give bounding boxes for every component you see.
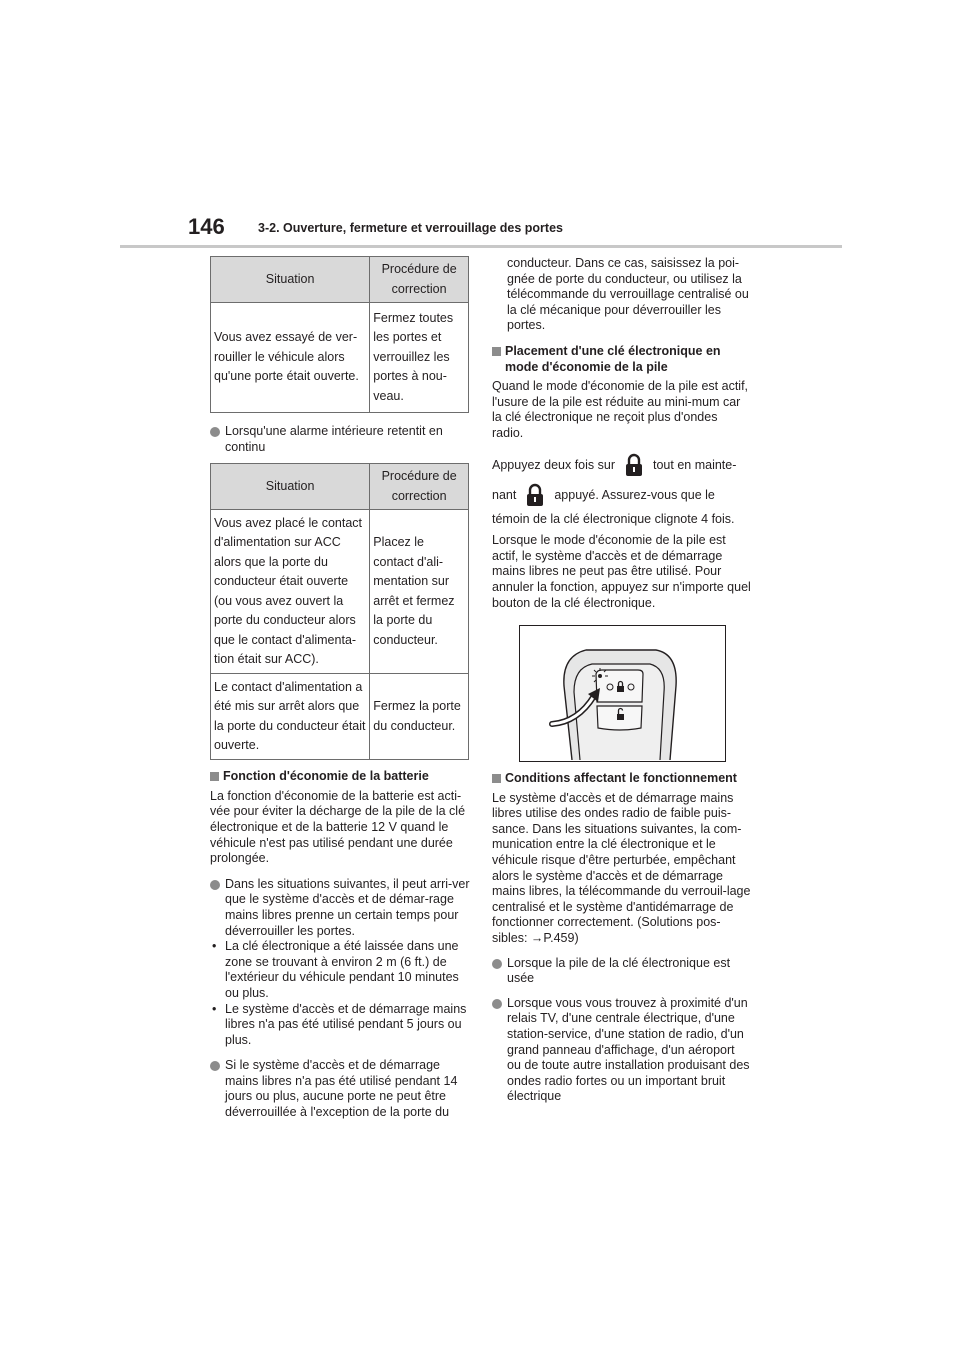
bullet-battery-used-text: Lorsque la pile de la clé électronique est usée (507, 955, 731, 986)
heading-square-icon (210, 772, 219, 781)
bullet-dot-icon (210, 427, 220, 437)
list-item (210, 1002, 470, 1049)
press-text-1: Appuyez deux fois sur (492, 457, 615, 472)
lock-icon (621, 452, 647, 478)
header-divider (120, 245, 842, 248)
bullet-14days-text: Si le système d'accès et de démarrage mains libres n'a pas été utilisé pendant 14 jours ou plus, aucune porte ne peut être déverrouillée à l'exception de la porte du (225, 1058, 458, 1120)
table-cell-situation: Le contact d'alimentation a été mis sur arrêt alors que la porte du conducteur était ouverte. (211, 674, 370, 760)
key-heading (492, 344, 752, 375)
bullet-situations-text: Dans les situations suivantes, il peut arri-ver que le système d'accès et de démar-rage mains libres prenne un certain temps pour déverrouiller les portes. (225, 876, 470, 938)
bullet-dot-icon (492, 959, 502, 969)
key-text: Quand le mode d'économie de la pile est actif, l'usure de la pile est réduite au mini-mum car la clé électronique ne reçoit plus d'ondes radio. (492, 379, 749, 440)
table-header-correction: Procédure de correction (370, 464, 469, 510)
bullet-proximity (492, 996, 752, 1105)
press-text-2: tout en mainte- (653, 457, 737, 472)
page-number: 146 (188, 214, 225, 239)
bullet-dot-icon (210, 880, 220, 890)
key-illustration (519, 625, 726, 762)
bullet-alarm (210, 424, 470, 455)
alarm-table (210, 463, 469, 760)
conditions-text: Le système d'accès et de démarrage mains libres utilise des ondes radio de faible puis-sance. Dans les situations suivantes, la com-munication entre la clé électronique et le véhicule risque d'être perturbée, empêchant alors le système d'accès et de démarrage mains libres, la télécommande du verrouil-lage centralisé et le système d'antidémarrage de fonctionner correctement. (Solutions pos-sibles: →P.459) (492, 790, 751, 946)
right-column (492, 256, 752, 1105)
door-lock-table (210, 256, 469, 413)
list-item (210, 939, 470, 1001)
bullet-situations (210, 877, 470, 939)
table-cell-correction: Placez le contact d'ali-mentation sur arrêt et fermez la porte du conducteur. (370, 510, 469, 674)
mode-text: Lorsque le mode d'économie de la pile est actif, le système d'accès et de démarrage mains libres ne peut pas être utilisé. Pour annuler la fonction, appuyez sur n'importe quel bouton de la clé électronique. (492, 533, 751, 610)
bullet-battery-used (492, 956, 752, 987)
heading-square-icon (492, 774, 501, 783)
table-cell-situation: Vous avez essayé de ver-rouiller le véhicule alors qu'une porte était ouverte. (211, 303, 370, 413)
table-header-situation: Situation (211, 464, 370, 510)
table-cell-correction: Fermez la porte du conducteur. (370, 674, 469, 760)
table-header-correction: Procédure de correction (370, 257, 469, 303)
list-item-text: La clé électronique a été laissée dans une zone se trouvant à environ 2 m (6 ft.) de l'extérieur du véhicule pendant 10 minutes ou plus. (225, 939, 459, 1000)
list-bullet-icon: • (212, 939, 217, 954)
press-text-5: témoin de la clé électronique clignote 4 fois. (492, 511, 735, 526)
battery-text: La fonction d'économie de la batterie est acti-vée pour éviter la décharge de la pile de la clé électronique et de la batterie 12 V quand le véhicule n'est pas utilisé pendant une durée prolongée. (210, 788, 466, 866)
bullet-proximity-text: Lorsque vous vous trouvez à proximité d'un relais TV, d'une centrale électrique, d'une station-service, d'une station de radio, d'un grand panneau d'affichage, d'un aéroport ou de toute autre installation produisant des ondes radio fortes ou un important bruit électrique (507, 995, 750, 1104)
bullet-dot-icon (210, 1061, 220, 1071)
list-bullet-icon: • (212, 1001, 217, 1016)
press-text-3: nant (492, 487, 517, 502)
bullet-alarm-text: Lorsqu'une alarme intérieure retentit en continu (225, 424, 443, 454)
key-heading-text: Placement d'une clé électronique en mode d'économie de la pile (505, 343, 721, 374)
table-row (211, 510, 469, 674)
left-column (210, 256, 470, 1121)
table-row (211, 674, 469, 760)
table-cell-situation: Vous avez placé le contact d'alimentation sur ACC alors que la porte du conducteur était ouverte (ou vous avez ouvert la porte du conducteur alors que le contact d'alimenta-tion était sur ACC). (211, 510, 370, 674)
table-row (211, 303, 469, 413)
bullet-dot-icon (492, 999, 502, 1009)
lock-icon (522, 482, 548, 508)
heading-square-icon (492, 347, 501, 356)
continued-text: conducteur. Dans ce cas, saisissez la poi-gnée de porte du conducteur, ou utilisez la télécommande du verrouillage centralisé ou la clé mécanique pour déverrouiller les portes. (507, 256, 749, 333)
electronic-key-illustration (520, 626, 724, 760)
press-line-1 (492, 450, 752, 480)
table-cell-correction: Fermez toutes les portes et verrouillez les portes à nou-veau. (370, 303, 469, 413)
press-text-4: appuyé. Assurez-vous que le (554, 487, 715, 502)
section-title: 3-2. Ouverture, fermeture et verrouillage des portes (258, 221, 563, 235)
conditions-heading (492, 771, 752, 787)
battery-heading (210, 769, 470, 785)
battery-heading-text: Fonction d'économie de la batterie (223, 769, 429, 784)
press-line-2 (492, 480, 752, 510)
bullet-14days (210, 1058, 470, 1120)
table-header-situation: Situation (211, 257, 370, 303)
conditions-heading-text: Conditions affectant le fonctionnement (505, 771, 737, 786)
list-item-text: Le système d'accès et de démarrage mains libres n'a pas été utilisé pendant 5 jours ou plus. (225, 1001, 467, 1047)
